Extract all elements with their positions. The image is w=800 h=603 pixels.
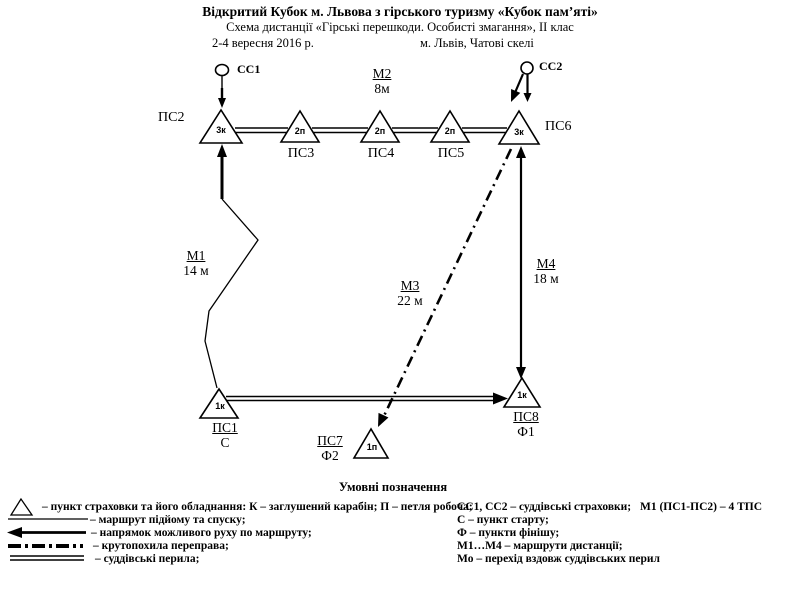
cc1-arrowhead-icon: [218, 98, 226, 108]
station-ps8-label: [513, 409, 539, 439]
station-ps5-label: ПС5: [437, 146, 465, 161]
cc1-judge-belay: [216, 65, 229, 109]
legend-item-steep-traverse: – крутопохила переправа;: [93, 540, 229, 552]
route-m3-length: 22 м: [397, 293, 423, 308]
station-ps8-name: ПС8: [513, 409, 539, 424]
event-date: 2-4 вересня 2016 р.: [212, 36, 314, 50]
route-m4-label: [533, 256, 558, 286]
m4-bottom-arrowhead-icon: [516, 367, 526, 379]
legend-abbr-finish: Ф – пункти фінішу;: [457, 527, 560, 539]
station-ps1-gear: 1к: [215, 401, 225, 411]
cc2-label: СС2: [539, 59, 563, 73]
legend-note-tps: М1 (ПС1-ПС2) – 4 ТПС: [640, 501, 763, 513]
station-ps2-label: ПС2: [158, 110, 185, 125]
cc1-label: СС1: [237, 62, 261, 76]
route-m4: [516, 146, 526, 379]
station-ps6-gear: 3к: [514, 127, 524, 137]
route-m1-name: М1: [186, 248, 206, 263]
station-ps4-label: ПС4: [367, 146, 395, 161]
route-m1: [205, 144, 258, 388]
station-ps6-label: ПС6: [545, 119, 572, 134]
cc2-judge-belay: [506, 62, 533, 104]
cc2-left-arrowhead-icon: [506, 89, 520, 104]
page-title: Відкритий Кубок м. Львова з гірського туризму «Кубок пам’яті»: [202, 4, 598, 19]
station-ps1-label: [212, 420, 238, 450]
event-location: м. Львів, Чатові скелі: [420, 36, 534, 50]
route-m4-length: 18 м: [533, 271, 559, 286]
legend-direction-arrowhead-icon: [7, 527, 22, 538]
station-ps4-gear: 2п: [374, 126, 386, 136]
m3-arrowhead-icon: [373, 413, 388, 429]
legend-abbr-mo: Мо – перехід вздовж суддівських перил: [457, 553, 661, 565]
route-m3-label: [397, 278, 422, 308]
legend-item-direction: – напрямок можливого руху по маршруту;: [91, 527, 312, 539]
legend-item-judge-rails: – суддівські перила;: [95, 553, 200, 565]
m1-arrowhead-icon: [217, 144, 227, 157]
station-ps7-label: [317, 433, 343, 463]
legend-abbr-start: С – пункт старту;: [457, 514, 549, 526]
station-ps3-label: ПС3: [287, 146, 315, 161]
station-ps3-gear: 2п: [294, 126, 306, 136]
m4-top-arrowhead-icon: [516, 146, 526, 158]
cc2-right-arrowhead-icon: [524, 93, 532, 102]
page-subtitle: Схема дистанції «Гірські перешкоди. Особисті змагання», ІІ клас: [226, 20, 574, 34]
legend-item-belay: – пункт страховки та його обладнання: К – заглушений карабін; П – петля робоча;: [42, 501, 473, 513]
judge-rails-bottom: [226, 393, 508, 405]
station-ps8-gear: 1к: [517, 390, 527, 400]
legend-title: Умовні позначення: [338, 480, 448, 494]
legend-abbr-routes: М1…М4 – маршрути дистанції;: [457, 540, 623, 552]
station-ps1-name: ПС1: [212, 420, 238, 435]
station-ps5-gear: 2п: [444, 126, 456, 136]
start-point-label: С: [220, 435, 230, 450]
finish2-label: Ф2: [321, 448, 339, 463]
station-ps7-name: ПС7: [317, 433, 343, 448]
route-m2-name: М2: [372, 66, 392, 81]
legend-item-route-line: – маршрут підйому та спуску;: [90, 514, 246, 526]
route-m1-label: [183, 248, 208, 278]
station-ps2-gear: 3к: [216, 125, 226, 135]
finish1-label: Ф1: [517, 424, 535, 439]
station-ps7-gear: 1п: [366, 442, 378, 452]
route-m4-name: М4: [536, 256, 556, 271]
legend-abbr-cc: СС1, СС2 – суддівські страховки;: [457, 501, 632, 513]
route-m3-name: М3: [400, 278, 420, 293]
route-m2-label: [373, 66, 392, 96]
legend-belay-triangle-icon: [11, 499, 32, 515]
route-m1-length: 14 м: [183, 263, 209, 278]
route-m2-length: 8м: [374, 81, 390, 96]
route-m3: [373, 149, 511, 429]
